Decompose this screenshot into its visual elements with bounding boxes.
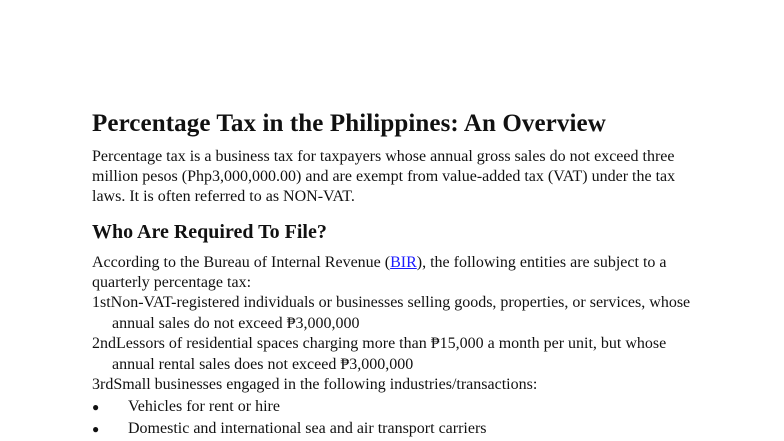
list-item-text: Lessors of residential spaces charging more than ₱15,000 a month per unit, but whose annual rental sales does not exceed ₱3,000,000: [112, 335, 667, 373]
ordered-list: [92, 293, 702, 396]
list-item-text: Non-VAT-registered individuals or businesses selling goods, properties, or services, whose annual sales do not exceed ₱3,000,000: [110, 294, 691, 332]
bullet-text: Vehicles for rent or hire: [128, 397, 280, 415]
list-item: [92, 334, 702, 375]
bullet-icon: ●: [92, 399, 100, 414]
list-marker: 2nd: [92, 335, 116, 352]
list-marker: 3rd: [92, 376, 114, 393]
bullet-text: Domestic and international sea and air transport carriers: [128, 420, 487, 437]
bullet-list: [92, 396, 702, 441]
bullet-icon: ●: [92, 422, 100, 436]
list-item: [92, 375, 702, 396]
document-page: [92, 108, 702, 441]
bir-link[interactable]: BIR: [390, 254, 417, 271]
bullet-item: [92, 418, 702, 441]
page-title: Percentage Tax in the Philippines: An Overview: [92, 110, 606, 137]
list-item: [92, 293, 702, 334]
list-marker: 1st: [92, 294, 111, 311]
lead-text-before: According to the Bureau of Internal Revenue (: [92, 254, 391, 271]
list-item-text: Small businesses engaged in the following industries/transactions:: [113, 376, 538, 393]
section-heading: Who Are Required To File?: [92, 221, 327, 243]
bullet-item: [92, 396, 702, 419]
lead-text-after: ), the following entities are subject to a quarterly percentage tax:: [92, 254, 667, 291]
intro-paragraph: Percentage tax is a business tax for taxpayers whose annual gross sales do not exceed three million pesos (Php3,000,000.00) and are exempt from value-added tax (VAT) under the tax laws. It is often referred to as NON-VAT.: [92, 148, 676, 205]
lead-paragraph: [92, 253, 702, 293]
